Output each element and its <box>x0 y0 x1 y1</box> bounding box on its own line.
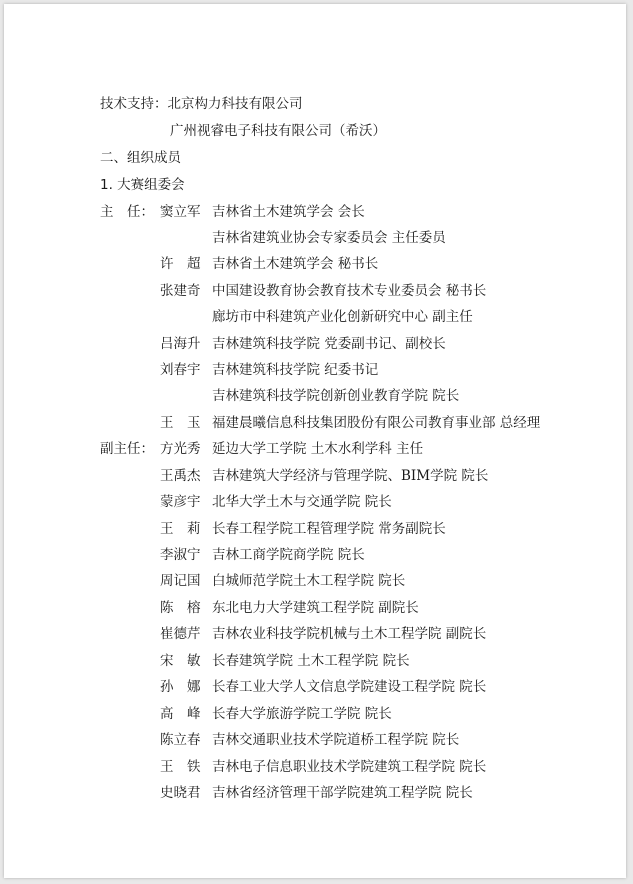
member-name: 许 超 <box>160 256 201 272</box>
member-name: 王 玉 <box>160 415 201 431</box>
member-org: 长春建筑学院 土木工程学院 院长 <box>212 653 410 669</box>
member-name: 方光秀 <box>160 441 201 457</box>
member-org: 北华大学土木与交通学院 院长 <box>212 494 392 510</box>
member-org: 东北电力大学建筑工程学院 副院长 <box>212 600 419 616</box>
subsection-title: 1. 大赛组委会 <box>100 177 185 193</box>
document-page <box>4 4 626 878</box>
member-org: 吉林农业科技学院机械与土木工程学院 副院长 <box>212 626 487 642</box>
member-org: 廊坊市中科建筑产业化创新研究中心 副主任 <box>212 309 473 325</box>
member-name: 崔德芹 <box>160 626 201 642</box>
member-org: 吉林省建筑业协会专家委员会 主任委员 <box>212 230 446 246</box>
member-name: 李淑宁 <box>160 547 201 563</box>
member-name: 宋 敏 <box>160 653 201 669</box>
section-title: 二、组织成员 <box>100 150 181 166</box>
member-name: 吕海升 <box>160 336 201 352</box>
vice-chair-role-label: 副主任： <box>100 441 154 457</box>
support-company-2: 广州视睿电子科技有限公司（希沃） <box>170 123 386 139</box>
member-org: 吉林建筑科技学院 纪委书记 <box>212 362 379 378</box>
support-label: 技术支持： <box>100 96 168 112</box>
member-org: 吉林电子信息职业技术学院建筑工程学院 院长 <box>212 759 487 775</box>
member-org: 吉林省经济管理干部学院建筑工程学院 院长 <box>212 785 473 801</box>
chair-role-label: 主 任： <box>100 204 154 220</box>
member-name: 史晓君 <box>160 785 201 801</box>
member-org: 吉林省土木建筑学会 秘书长 <box>212 256 379 272</box>
member-org: 长春工业大学人文信息学院建设工程学院 院长 <box>212 679 487 695</box>
member-org: 长春大学旅游学院工学院 院长 <box>212 706 392 722</box>
member-org: 吉林建筑科技学院 党委副书记、副校长 <box>212 336 446 352</box>
member-name: 刘春宇 <box>160 362 201 378</box>
member-name: 高 峰 <box>160 706 201 722</box>
member-name: 王禹杰 <box>160 468 201 484</box>
member-name: 张建奇 <box>160 283 201 299</box>
member-org: 白城师范学院土木工程学院 院长 <box>212 573 406 589</box>
member-org: 中国建设教育协会教育技术专业委员会 秘书长 <box>212 283 487 299</box>
member-name: 王 铁 <box>160 759 201 775</box>
member-org: 吉林省土木建筑学会 会长 <box>212 204 365 220</box>
member-org: 延边大学工学院 土木水利学科 主任 <box>212 441 424 457</box>
member-name: 陈立春 <box>160 732 201 748</box>
member-name: 陈 榕 <box>160 600 201 616</box>
member-name: 孙 娜 <box>160 679 201 695</box>
support-line <box>100 95 303 113</box>
member-org: 吉林交通职业技术学院道桥工程学院 院长 <box>212 732 460 748</box>
member-org: 长春工程学院工程管理学院 常务副院长 <box>212 521 446 537</box>
member-org: 吉林建筑大学经济与管理学院、BIM学院 院长 <box>212 468 489 484</box>
member-name: 王 莉 <box>160 521 201 537</box>
member-name: 周记国 <box>160 573 201 589</box>
member-name: 窦立军 <box>160 204 201 220</box>
support-company-1: 北京构力科技有限公司 <box>167 96 303 112</box>
member-org: 吉林工商学院商学院 院长 <box>212 547 365 563</box>
member-org: 吉林建筑科技学院创新创业教育学院 院长 <box>212 388 460 404</box>
member-name: 蒙彦宇 <box>160 494 201 510</box>
member-org: 福建晨曦信息科技集团股份有限公司教育事业部 总经理 <box>212 415 541 431</box>
